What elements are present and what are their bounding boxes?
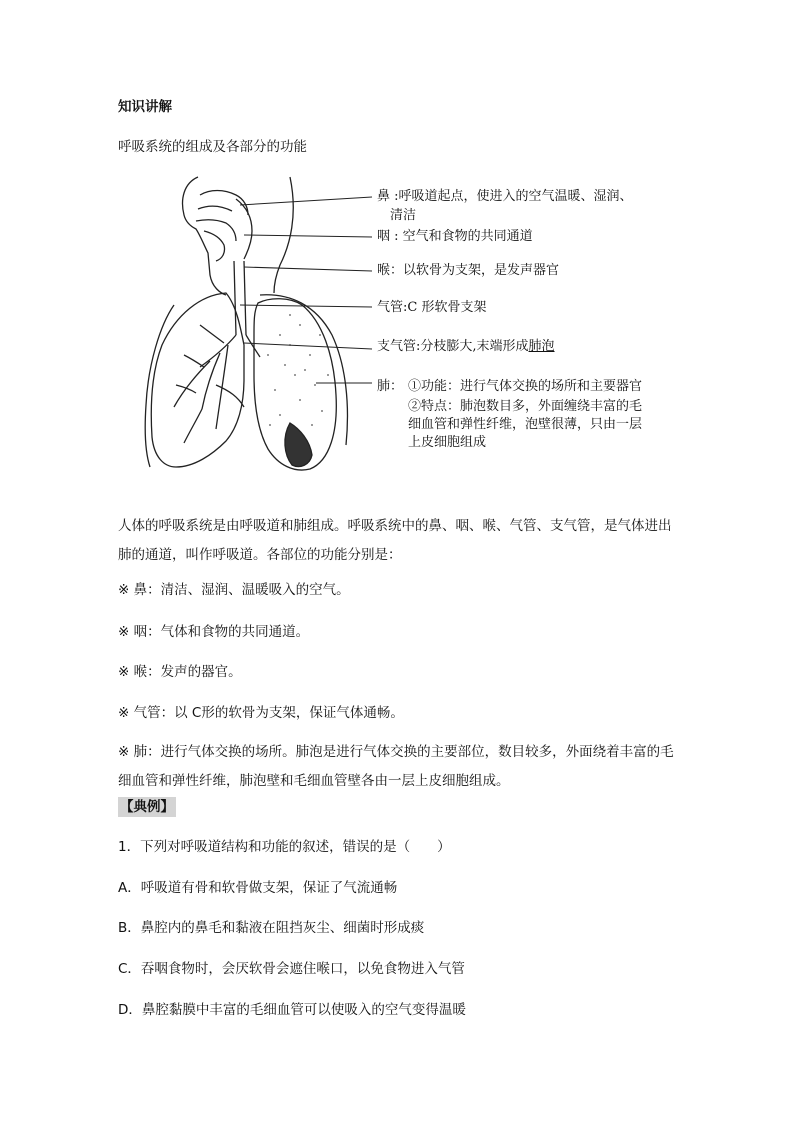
- function-larynx: ※ 喉：发声的器官。: [118, 664, 242, 680]
- example-tag: 【典例】: [120, 799, 174, 815]
- label-nose-line1: 鼻 :呼吸道起点，使进入的空气温暖、湿润、: [377, 189, 633, 204]
- question-stem: 1．下列对呼吸道结构和功能的叙述，错误的是（ ）: [118, 839, 451, 855]
- option-a: A．呼吸道有骨和软骨做支架，保证了气流通畅: [118, 880, 398, 896]
- label-lung-line3: 细血管和弹性纤维，泡壁很薄，只由一层: [408, 417, 643, 432]
- function-lung: ※ 肺：进行气体交换的场所。肺泡是进行气体交换的主要部位，数目较多，外面绕着丰富的毛细血管和弹性纤维，肺泡壁和毛细血管壁各由一层上皮细胞组成。: [118, 744, 674, 789]
- label-bronchus-text: 支气管:分枝膨大,末端形成: [377, 339, 529, 354]
- label-lung-head: 肺：: [377, 379, 404, 394]
- option-c: C．吞咽食物时，会厌软骨会遮住喉口，以免食物进入气管: [118, 961, 465, 977]
- label-trachea: 气管:C 形软骨支架: [377, 300, 487, 315]
- function-nose: ※ 鼻：清洁、湿润、温暖吸入的空气。: [118, 582, 350, 598]
- option-d: D．鼻腔黏膜中丰富的毛细血管可以使吸入的空气变得温暖: [118, 1002, 466, 1018]
- label-lung-line1: ①功能：进行气体交换的场所和主要器官: [408, 379, 643, 394]
- function-trachea: ※ 气管：以 C形的软骨为支架，保证气体通畅。: [118, 705, 404, 721]
- label-nose-line2: 清洁: [390, 208, 417, 223]
- section-title: 知识讲解: [118, 99, 172, 115]
- label-larynx: 喉：以软骨为支架，是发声器官: [377, 263, 560, 278]
- label-lung-line4: 上皮细胞组成: [408, 435, 487, 450]
- label-lung-line2: ②特点：肺泡数目多，外面缠绕丰富的毛: [408, 399, 643, 414]
- option-b: B．鼻腔内的鼻毛和黏液在阻挡灰尘、细菌时形成痰: [118, 920, 425, 936]
- label-bronchus-term: 肺泡: [528, 339, 555, 354]
- label-pharynx: 咽 : 空气和食物的共同通道: [377, 229, 533, 244]
- intro-paragraph: 人体的呼吸系统是由呼吸道和肺组成。呼吸系统中的鼻、咽、喉、气管、支气管，是气体进出肺的通道，叫作呼吸道。各部位的功能分别是：: [118, 518, 672, 563]
- label-bronchus: [377, 338, 555, 356]
- function-pharynx: ※ 咽：气体和食物的共同通道。: [118, 624, 310, 640]
- subtitle: 呼吸系统的组成及各部分的功能: [118, 139, 307, 155]
